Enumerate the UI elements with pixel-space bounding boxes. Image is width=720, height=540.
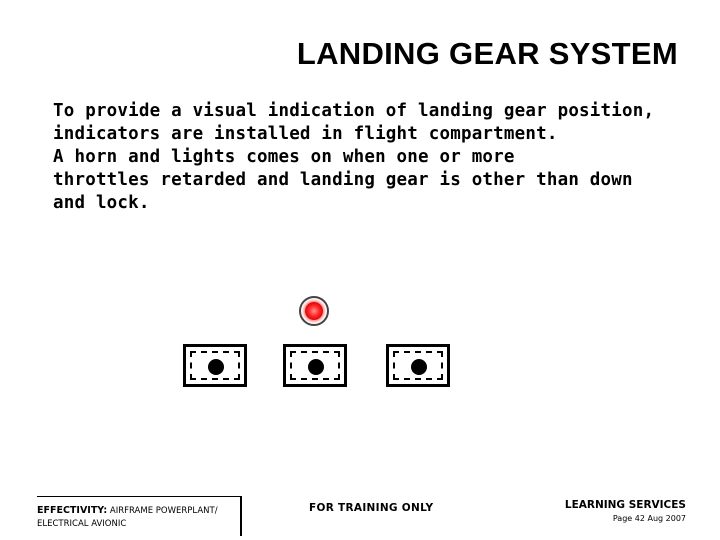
page-info: Page 42 Aug 2007 xyxy=(612,514,686,523)
slide-title: LANDING GEAR SYSTEM xyxy=(296,36,678,71)
effectivity-label: EFFECTIVITY: xyxy=(37,505,108,516)
learning-services-label: LEARNING SERVICES xyxy=(564,499,686,511)
left-gear-indicator-icon xyxy=(183,344,247,387)
right-gear-indicator-icon xyxy=(386,344,450,387)
body-line: indicators are installed in flight compartment. xyxy=(53,124,558,144)
gear-warning-light-icon xyxy=(299,296,329,326)
effectivity-box xyxy=(37,496,242,536)
body-line: throttles retarded and landing gear is other than down xyxy=(53,170,633,190)
body-line: and lock. xyxy=(53,193,150,213)
training-notice: FOR TRAINING ONLY xyxy=(309,502,434,514)
slide-body-text xyxy=(53,100,693,215)
footer-branding xyxy=(560,499,686,523)
body-line: To provide a visual indication of landing gear position, xyxy=(53,101,655,121)
nose-gear-indicator-icon xyxy=(283,344,347,387)
effectivity-value: AIRFRAME POWERPLANT/ xyxy=(109,506,218,516)
body-line: A horn and lights comes on when one or more xyxy=(53,147,515,167)
effectivity-value-2: ELECTRICAL AVIONIC xyxy=(37,519,127,529)
indicator-knob-icon xyxy=(411,359,427,375)
indicator-knob-icon xyxy=(308,359,324,375)
indicator-knob-icon xyxy=(208,359,224,375)
